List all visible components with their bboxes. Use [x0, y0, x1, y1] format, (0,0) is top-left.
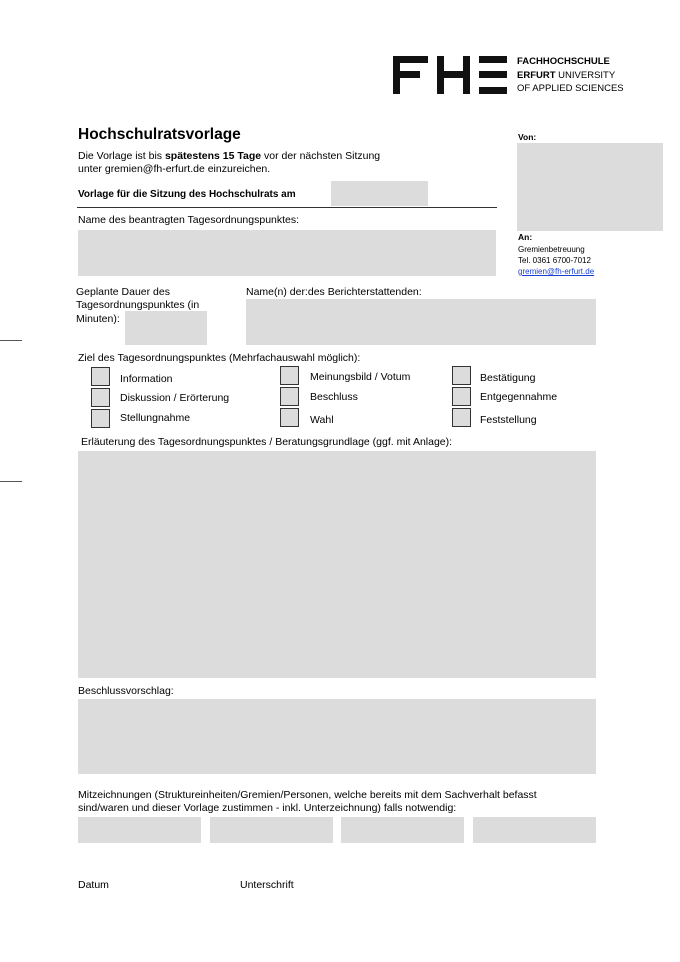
signature-label: Unterschrift: [240, 879, 294, 891]
checkbox-stellungnahme[interactable]: [91, 409, 110, 428]
logo-text: [517, 55, 624, 96]
goal-label: Ziel des Tagesordnungspunktes (Mehrfachauswahl möglich):: [78, 352, 361, 364]
option-information-label: Information: [120, 373, 173, 385]
von-field[interactable]: [517, 143, 663, 231]
cosign-field-2[interactable]: [210, 817, 333, 843]
option-entgegennahme-label: Entgegennahme: [480, 391, 558, 403]
option-feststellung-label: Feststellung: [480, 414, 537, 426]
logo-line1: FACHHOCHSCHULE: [517, 56, 610, 67]
meeting-label: Vorlage für die Sitzung des Hochschulrats am: [78, 189, 296, 200]
cosign-field-3[interactable]: [341, 817, 464, 843]
date-label: Datum: [78, 879, 109, 891]
option-wahl-label: Wahl: [310, 414, 334, 426]
meeting-divider: [77, 207, 497, 208]
reporters-field[interactable]: [246, 299, 596, 345]
cosign-field-4[interactable]: [473, 817, 596, 843]
option-stellungnahme-label: Stellungnahme: [120, 412, 191, 424]
duration-label-line3: Minuten):: [76, 313, 120, 325]
cosign-field-1[interactable]: [78, 817, 201, 843]
fold-mark-top: [0, 340, 22, 341]
logo-line2: ERFURT UNIVERSITY: [517, 69, 616, 81]
checkbox-meinungsbild[interactable]: [280, 366, 299, 385]
checkbox-diskussion[interactable]: [91, 388, 110, 407]
option-diskussion-label: Diskussion / Erörterung: [120, 392, 230, 404]
checkbox-entgegennahme[interactable]: [452, 387, 471, 406]
reporters-label: Name(n) der:des Berichterstattenden:: [246, 286, 422, 298]
duration-field[interactable]: [125, 311, 207, 345]
resolution-field[interactable]: [78, 699, 596, 774]
checkbox-bestaetigung[interactable]: [452, 366, 471, 385]
checkbox-feststellung[interactable]: [452, 408, 471, 427]
fhe-logo: [393, 56, 623, 98]
resolution-label: Beschlussvorschlag:: [78, 685, 174, 697]
agenda-item-field[interactable]: [78, 230, 496, 276]
option-meinungsbild-label: Meinungsbild / Votum: [310, 371, 411, 383]
checkbox-information[interactable]: [91, 367, 110, 386]
explanation-label: Erläuterung des Tagesordnungspunktes / Beratungsgrundlage (ggf. mit Anlage):: [81, 436, 453, 448]
checkbox-beschluss[interactable]: [280, 387, 299, 406]
explanation-field[interactable]: [78, 451, 596, 678]
an-label: An:: [518, 232, 533, 242]
option-bestaetigung-label: Bestätigung: [480, 372, 536, 384]
page-title: Hochschulratsvorlage: [78, 126, 241, 143]
intro-line2: unter gremien@fh-erfurt.de einzureichen.: [78, 163, 271, 175]
fold-mark-bottom: [0, 481, 22, 482]
option-beschluss-label: Beschluss: [310, 391, 358, 403]
intro-line1: Die Vorlage ist bis spätestens 15 Tage vor der nächsten Sitzung: [78, 150, 381, 162]
an-line2: Tel. 0361 6700-7012: [518, 256, 591, 265]
checkbox-wahl[interactable]: [280, 408, 299, 427]
von-label: Von:: [518, 132, 537, 142]
duration-label-line1: Geplante Dauer des: [76, 286, 170, 298]
duration-label-line2: Tagesordnungspunktes (in: [76, 299, 200, 311]
agenda-item-label: Name des beantragten Tagesordnungspunktes:: [78, 214, 300, 226]
cosign-label-line1: Mitzeichnungen (Struktureinheiten/Gremien/Personen, welche bereits mit dem Sachverhalt befasst: [78, 789, 537, 801]
cosign-label-line2: sind/waren und dieser Vorlage zustimmen - inkl. Unterzeichnung) falls notwendig:: [78, 802, 457, 814]
meeting-date-field[interactable]: [331, 181, 428, 206]
logo-line3: OF APPLIED SCIENCES: [517, 83, 624, 94]
an-line1: Gremienbetreuung: [518, 245, 585, 254]
an-email-link[interactable]: gremien@fh-erfurt.de: [518, 267, 595, 276]
